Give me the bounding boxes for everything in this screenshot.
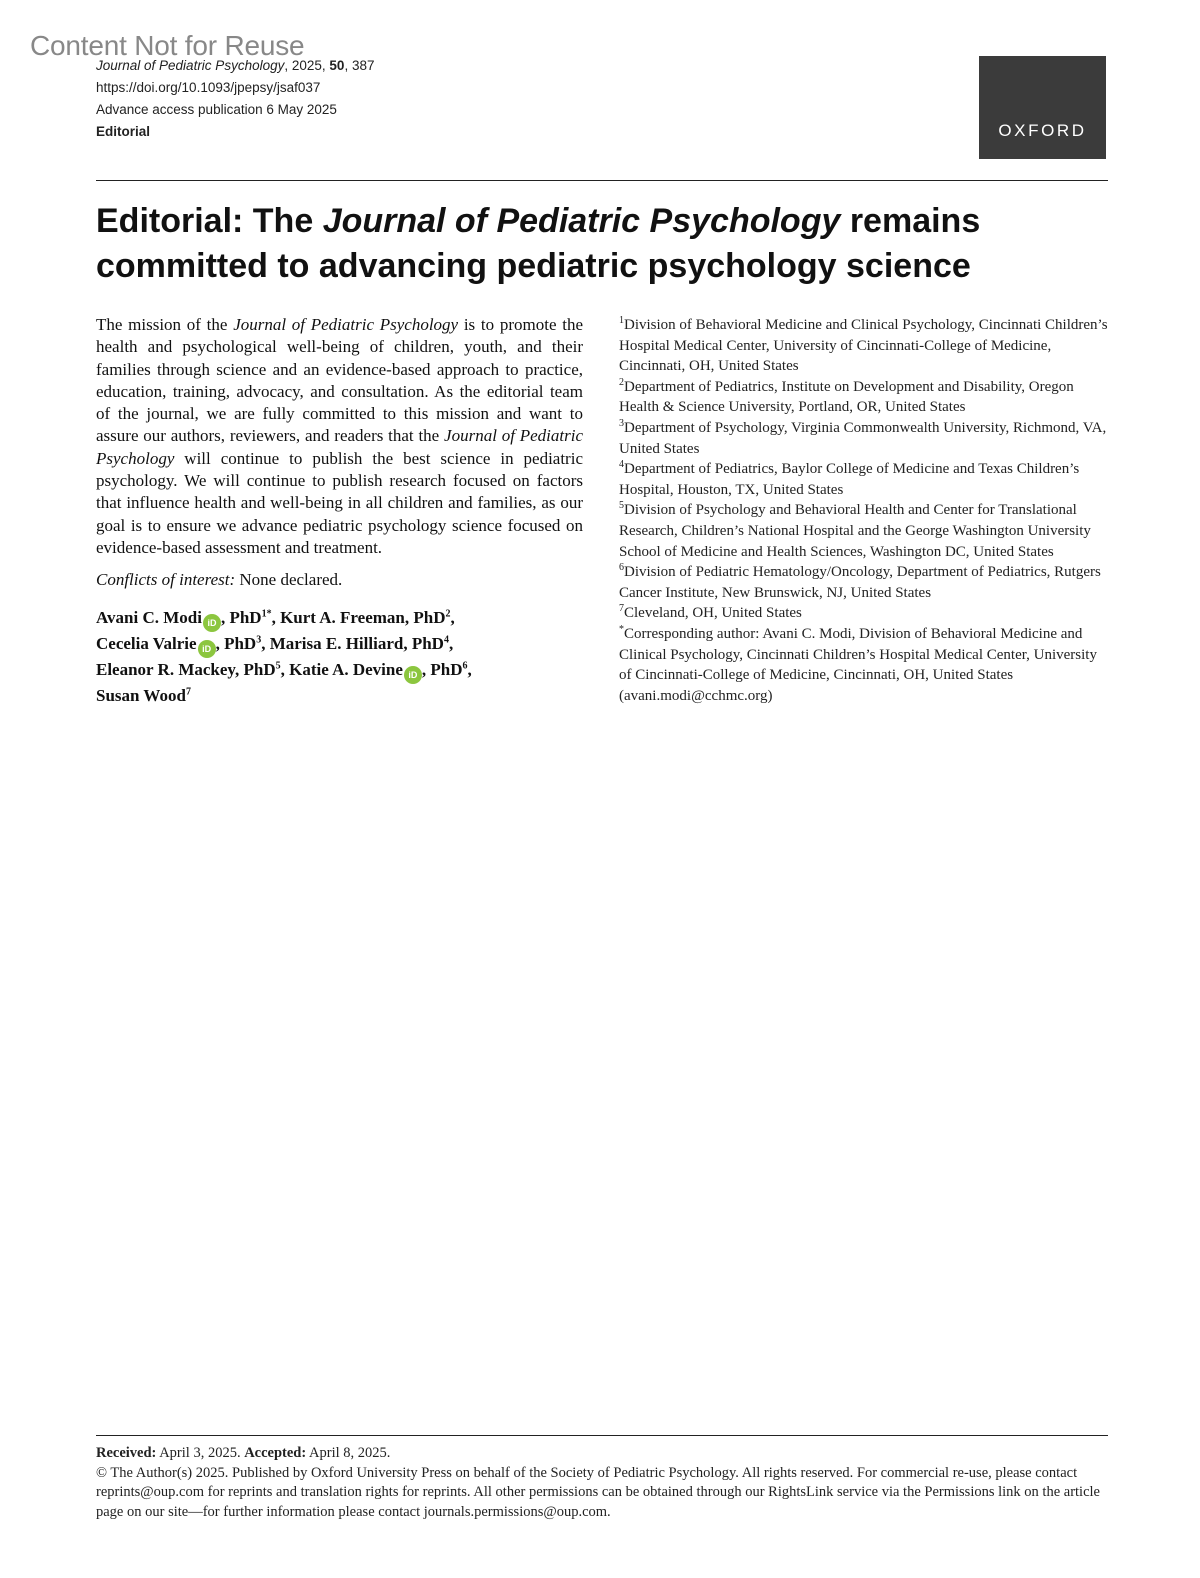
affiliation-marker: 4 (619, 459, 624, 471)
accepted-label: Accepted: (244, 1445, 307, 1461)
title-part2: remains committed to advancing pediatric psychology science (96, 202, 981, 285)
conflicts-value: None declared. (235, 570, 343, 590)
author (96, 634, 270, 653)
author-name: Cecelia Valrie (96, 633, 197, 653)
author-separator: , (448, 633, 454, 653)
affiliation-text: Cleveland, OH, United States (624, 605, 802, 622)
author-separator: , (271, 607, 281, 627)
affiliation (619, 603, 1109, 624)
title-part1: Editorial: The (96, 202, 323, 240)
affiliation-marker: * (619, 623, 624, 635)
doi-link[interactable]: https://doi.org/10.1093/jpepsy/jsaf037 (96, 80, 321, 95)
author-name: Kurt A. Freeman (280, 607, 405, 627)
header-divider (96, 180, 1108, 181)
citation-volume: 50 (329, 58, 345, 73)
body-s2: is to promote the health and psychological well-being of children, youth, and their families through science and an evidence-based approach to practice, education, training, advocacy, and consultation. As the editorial team of the journal, we are fully committed to this mission and want to assure our authors, reviewers, and readers that the (96, 315, 584, 446)
received-date: April 3, 2025. (156, 1445, 245, 1461)
author-name: Eleanor R. Mackey (96, 659, 235, 679)
left-column (96, 314, 583, 707)
author-affiliation-marker: 1* (261, 607, 272, 619)
copyright-notice: © The Author(s) 2025. Published by Oxford University Press on behalf of the Society of Pediatric Psychology. All rights reserved. For commercial re-use, please contact reprints@oup.com for reprints and translation rights for reprints. All other permissions can be obtained through our RightsLink service via the Permissions link on the article page on our site—for further information please contact journals.permissions@oup.com. (96, 1464, 1100, 1520)
affiliation-marker: 2 (619, 376, 624, 388)
affiliation-marker: 1 (619, 315, 624, 326)
author-affiliation-marker: 2 (445, 607, 451, 619)
orcid-icon[interactable]: iD (404, 666, 422, 684)
affiliation-text: Department of Psychology, Virginia Commonwealth University, Richmond, VA, United States (619, 419, 1107, 457)
author-degree: , PhD (234, 659, 276, 679)
author-separator: , (280, 659, 290, 679)
article-title (96, 199, 1106, 289)
accepted-date: April 8, 2025. (306, 1445, 391, 1461)
footer-divider (96, 1435, 1108, 1436)
affiliation-text: Division of Behavioral Medicine and Clinical Psychology, Cincinnati Children’s Hospital Medical Center, University of Cincinnati-College of Medicine, Cincinnati, OH, United States (619, 317, 1108, 375)
author-name: Marisa E. Hilliard (269, 633, 404, 653)
author-separator: , (467, 659, 472, 679)
author-name: Avani C. Modi (96, 607, 202, 627)
author (270, 634, 454, 653)
author-affiliation-marker: 4 (443, 633, 449, 645)
affiliation (619, 459, 1109, 500)
author-degree: , PhD (403, 633, 444, 653)
author-separator: , (450, 607, 455, 627)
received-label: Received: (96, 1445, 157, 1461)
affiliation-marker: 6 (619, 562, 624, 574)
orcid-icon[interactable]: iD (198, 640, 216, 658)
author-affiliation-marker: 3 (256, 633, 262, 645)
author-affiliation-marker: 6 (462, 659, 468, 671)
affiliation-text: Division of Pediatric Hematology/Oncology, Department of Pediatrics, Rutgers Cancer Institute, New Brunswick, NJ, United States (619, 564, 1101, 601)
watermark: Content Not for Reuse (30, 30, 305, 61)
author (96, 608, 280, 627)
footer (96, 1444, 1108, 1522)
affiliation (619, 562, 1109, 603)
citation-sep: , (344, 58, 352, 73)
conflicts-of-interest (96, 569, 583, 591)
body-paragraph (96, 314, 583, 559)
author (289, 660, 472, 679)
affiliation-text: Department of Pediatrics, Institute on Development and Disability, Oregon Health & Science University, Portland, OR, United States (619, 378, 1074, 416)
author-degree: , PhD (220, 607, 262, 627)
affiliation (619, 500, 1109, 562)
conflicts-label: Conflicts of interest: (96, 570, 236, 590)
citation-year: , 2025, (284, 58, 330, 73)
author (96, 660, 289, 679)
affiliation-marker: 3 (619, 417, 624, 429)
author-name: Katie A. Devine (289, 659, 403, 679)
body-s1: The mission of the (96, 315, 234, 334)
orcid-icon[interactable]: iD (203, 614, 221, 632)
body-s1-italic: Journal of Pediatric Psychology (233, 315, 459, 334)
author (280, 608, 455, 627)
affiliation (619, 418, 1109, 459)
oxford-logo-text: OXFORD (998, 121, 1087, 140)
affiliation (619, 315, 1109, 377)
oxford-logo (979, 56, 1106, 159)
affiliation (619, 624, 1109, 706)
author-separator: , (261, 633, 270, 653)
affiliation-text: Corresponding author: Avani C. Modi, Division of Behavioral Medicine and Clinical Psychology, Cincinnati Children’s Hospital Medical Center, University of Cincinnati-College of Medicine, Cincinnati, OH, United States (avani.modi@cchmc.org) (619, 625, 1097, 704)
author-degree: , PhD (421, 659, 463, 679)
affiliations-column (619, 315, 1109, 706)
article-type: Editorial (96, 124, 151, 139)
author-affiliation-marker: 5 (275, 659, 281, 671)
affiliation (619, 377, 1109, 418)
body-s2-italic: Journal of Pediatric Psychology (96, 426, 583, 468)
author-list (96, 606, 583, 707)
author-degree: , PhD (215, 633, 257, 653)
author (96, 686, 191, 705)
affiliation-marker: 7 (619, 603, 624, 615)
author-name: Susan Wood (96, 685, 186, 705)
journal-meta (96, 55, 374, 143)
affiliation-text: Division of Psychology and Behavioral Health and Center for Translational Research, Children’s National Hospital and the George Washington University School of Medicine and Health Sciences, Washington DC, United States (619, 502, 1091, 560)
title-journal-italic: Journal of Pediatric Psychology (322, 202, 841, 240)
body-s3: will continue to publish the best science in pediatric psychology. We will continue to publish research focused on factors that influence health and well-being in all children and families, as our goal is to ensure we advance pediatric psychology science focused on evidence-based assessment and treatment. (96, 448, 583, 557)
author-affiliation-marker: 7 (185, 685, 191, 697)
dates-line (96, 1444, 1108, 1464)
author-degree: , PhD (404, 607, 446, 627)
affiliation-text: Department of Pediatrics, Baylor College of Medicine and Texas Children’s Hospital, Houston, TX, United States (619, 461, 1080, 498)
affiliation-marker: 5 (619, 500, 624, 512)
journal-name: Journal of Pediatric Psychology (96, 58, 285, 73)
citation-page: 387 (351, 58, 375, 73)
advance-access: Advance access publication 6 May 2025 (96, 102, 337, 117)
